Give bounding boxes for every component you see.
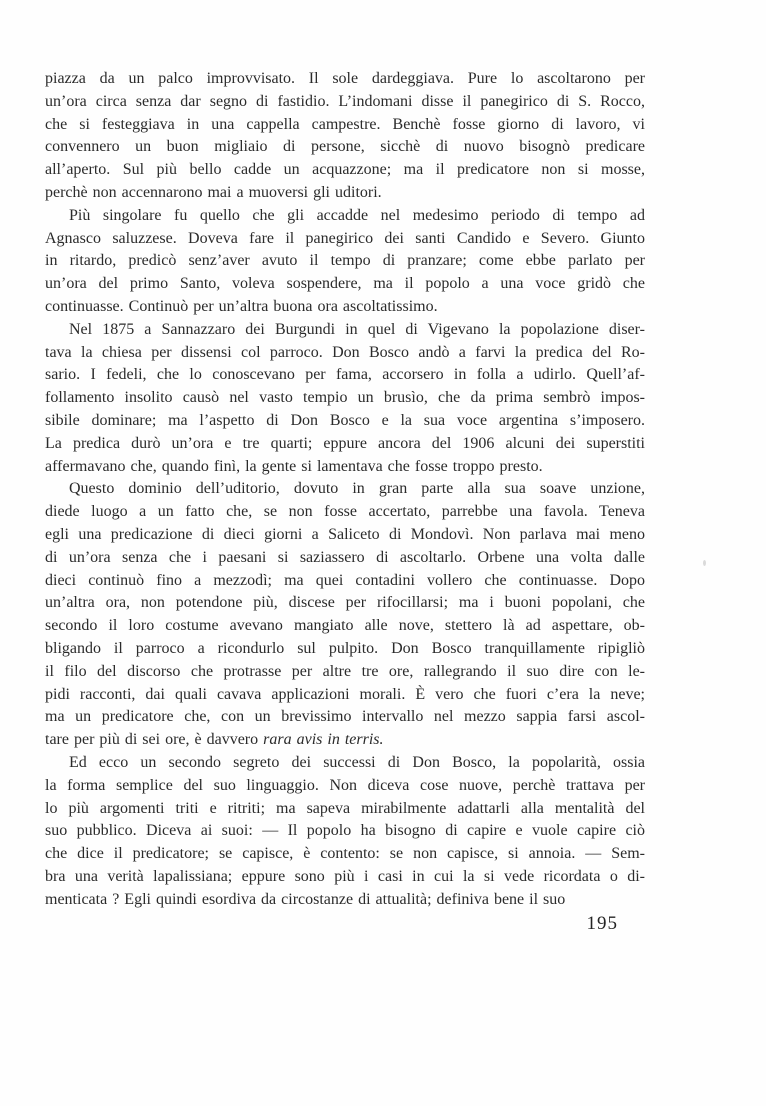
text-line: affermavano che, quando finì, la gente si lamentava che fosse troppo presto. — [45, 457, 543, 475]
text-line: egli una predicazione di dieci giorni a Saliceto di Mondovì. Non parlava mai meno — [45, 525, 645, 543]
paragraph — [45, 68, 645, 205]
text-line — [45, 729, 645, 752]
paragraph — [45, 752, 645, 912]
text-line: di un’ora senza che i paesani si saziassero di ascoltarlo. Orbene una volta dalle — [45, 548, 645, 566]
text-line: un’altra ora, non potendone più, discese per rifocillarsi; ma i buoni popolani, che — [45, 594, 645, 612]
text-line: sario. I fedeli, che lo conoscevano per fama, accorsero in folla a udirlo. Quell’af- — [45, 366, 645, 384]
text-line: diede luogo a un fatto che, se non fosse accertato, parrebbe una favola. Teneva — [45, 503, 645, 521]
text-line: un’ora circa senza dar segno di fastidio. L’indomani disse il panegirico di S. Rocco, — [45, 92, 645, 110]
text-line: la forma semplice del suo linguaggio. Non diceva cose nuove, perchè trattava per — [45, 776, 645, 794]
text-line: suo pubblico. Diceva ai suoi: — Il popolo ha bisogno di capire e vuole capire ciò — [45, 822, 645, 840]
text-line: bra una verità lapalissiana; eppure sono più i casi in cui la si vede ricordata o di- — [45, 867, 645, 885]
latin-phrase-italic: rara avis in terris. — [263, 731, 384, 749]
text-line: Questo dominio dell’uditorio, dovuto in gran parte alla sua soave unzione, — [69, 480, 645, 498]
text-line: in ritardo, predicò senz’aver avuto il tempo di pranzare; come ebbe parlato per — [45, 252, 645, 270]
body-text — [45, 68, 645, 911]
text-line: menticata ? Egli quindi esordiva da circostanze di attualità; definiva bene il suo — [45, 890, 566, 908]
text-line: che dice il predicatore; se capisce, è contento: se non capisce, si annoia. — Sem- — [45, 845, 645, 863]
text-line: il filo del discorso che protrasse per altre tre ore, rallegrando il suo dire con le- — [45, 662, 645, 680]
page-number: 195 — [586, 913, 618, 934]
text-line: all’aperto. Sul più bello cadde un acquazzone; ma il predicatore non si mosse, — [45, 161, 645, 179]
paragraph — [45, 205, 645, 319]
text-line: piazza da un palco improvvisato. Il sole dardeggiava. Pure lo ascoltarono per — [45, 70, 645, 87]
paragraph — [45, 319, 645, 479]
text-line: perchè non accennarono mai a muoversi gli uditori. — [45, 183, 382, 201]
text-line: Ed ecco un secondo segreto dei successi di Don Bosco, la popolarità, ossia — [69, 753, 645, 771]
scan-artifact-speck — [703, 560, 706, 566]
text-line: dieci continuò fino a mezzodì; ma quei contadini vollero che continuasse. Dopo — [45, 571, 645, 589]
text-line: convennero un buon migliaio di persone, sicchè di nuovo bisognò predicare — [45, 138, 645, 156]
text-line: La predica durò un’ora e tre quarti; eppure ancora del 1906 alcuni dei superstiti — [45, 434, 645, 452]
text-line: secondo il loro costume avevano mangiato alle nove, stettero là ad aspettare, ob- — [45, 617, 645, 635]
text-run: tare per più di sei ore, è davvero — [45, 731, 264, 749]
text-line: Agnasco saluzzese. Doveva fare il panegirico dei santi Candido e Severo. Giunto — [45, 229, 645, 247]
text-line: lo più argomenti triti e ritriti; ma sapeva mirabilmente adattarli alla mentalità del — [45, 799, 645, 817]
text-line: continuasse. Continuò per un’altra buona ora ascoltatissimo. — [45, 297, 438, 315]
text-line: sibile dominare; ma l’aspetto di Don Bosco e la sua voce argentina s’imposero. — [45, 411, 645, 429]
text-line: tava la chiesa per dissensi col parroco. Don Bosco andò a farvi la predica del Ro- — [45, 343, 645, 361]
text-line: bligando il parroco a ricondurlo sul pulpito. Don Bosco tranquillamente ripigliò — [45, 639, 645, 657]
text-line: che si festeggiava in una cappella campestre. Benchè fosse giorno di lavoro, vi — [45, 115, 645, 133]
text-line: ma un predicatore che, con un brevissimo intervallo nel mezzo sappia farsi ascol- — [45, 708, 645, 726]
text-line: follamento insolito causò nel vasto tempio un brusìo, che da prima sembrò impos- — [45, 389, 645, 407]
text-line: pidi racconti, dai quali cavava applicazioni morali. È vero che fuori c’era la neve; — [45, 685, 645, 703]
paragraph — [45, 478, 645, 752]
text-line: Nel 1875 a Sannazzaro dei Burgundi in quel di Vigevano la popolazione diser- — [69, 320, 645, 338]
text-line: Più singolare fu quello che gli accadde nel medesimo periodo di tempo ad — [69, 206, 645, 224]
text-line: un’ora del primo Santo, voleva sospendere, ma il popolo a una voce gridò che — [45, 275, 645, 293]
